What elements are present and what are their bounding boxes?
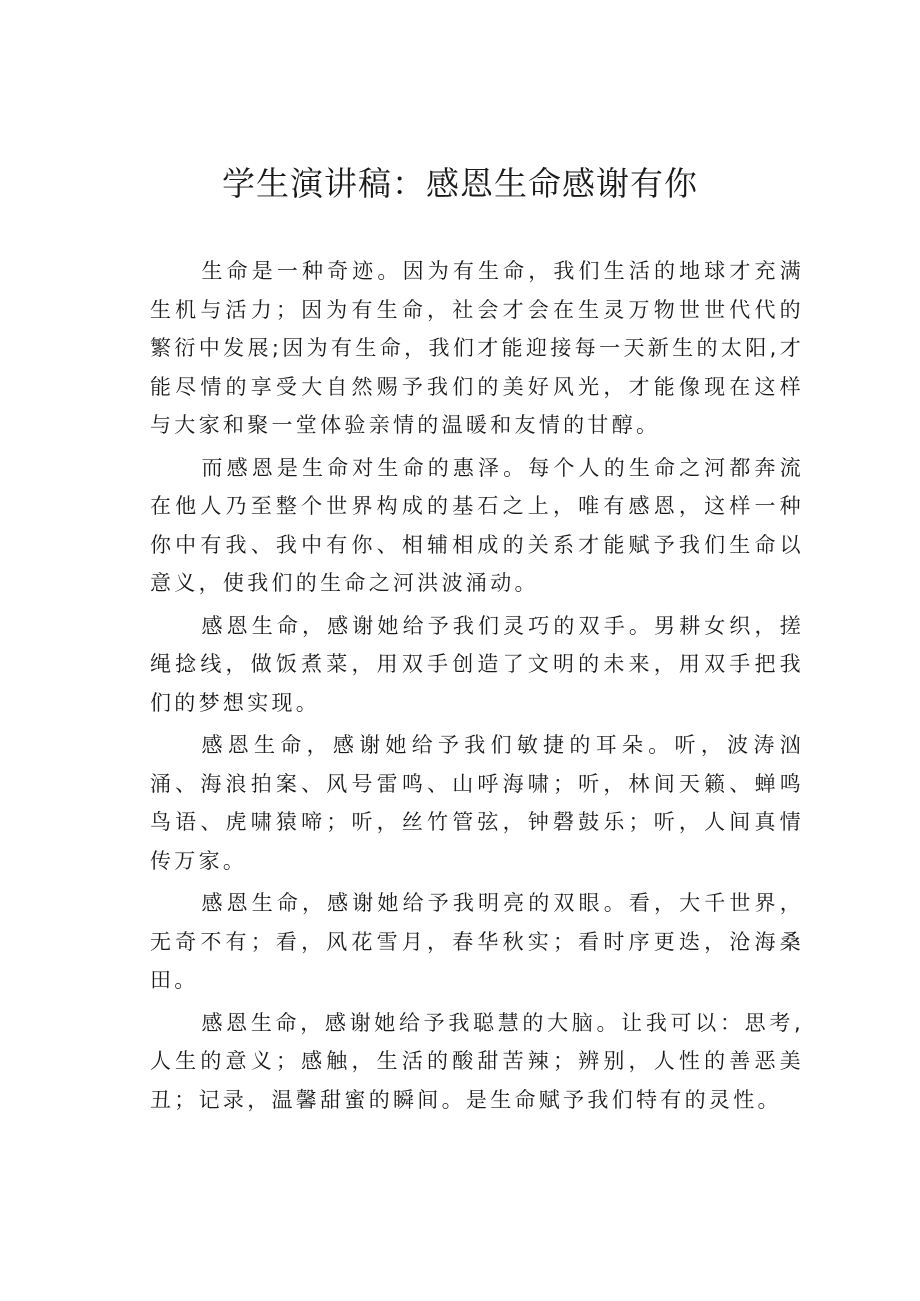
paragraph: 感恩生命，感谢她给予我们敏捷的耳朵。听，波涛汹涌、海浪拍案、风号雷鸣、山呼海啸；听，林间天籁、蝉鸣鸟语、虎啸猿啼；听，丝竹管弦，钟磬鼓乐；听，人间真情传万家。	[150, 733, 804, 873]
paragraph: 感恩生命，感谢她给予我明亮的双眼。看，大千世界，无奇不有；看，风花雪月，春华秋实；看时序更迭，沧海桑田。	[150, 891, 804, 992]
document-title: 学生演讲稿：感恩生命感谢有你	[222, 164, 698, 203]
paragraph: 生命是一种奇迹。因为有生命，我们生活的地球才充满生机与活力；因为有生命，社会才会在生灵万物世世代代的繁衍中发展;因为有生命，我们才能迎接每一天新生的太阳,才能尽情的享受大自然赐予我们的美好风光，才能像现在这样与大家和聚一堂体验亲情的温暖和友情的甘醇。	[150, 259, 804, 437]
paragraph: 感恩生命，感谢她给予我聪慧的大脑。让我可以：思考,人生的意义；感触，生活的酸甜苦辣；辨别，人性的善恶美丑；记录，温馨甜蜜的瞬间。是生命赋予我们特有的灵性。	[150, 1010, 804, 1112]
document-body	[150, 252, 804, 1123]
paragraph: 而感恩是生命对生命的惠泽。每个人的生命之河都奔流在他人乃至整个世界构成的基石之上，唯有感恩，这样一种你中有我、我中有你、相辅相成的关系才能赋予我们生命以意义，使我们的生命之河洪波涌动。	[150, 455, 804, 595]
paragraph: 感恩生命，感谢她给予我们灵巧的双手。男耕女织，搓绳捻线，做饭煮菜，用双手创造了文明的未来，用双手把我们的梦想实现。	[150, 613, 804, 715]
